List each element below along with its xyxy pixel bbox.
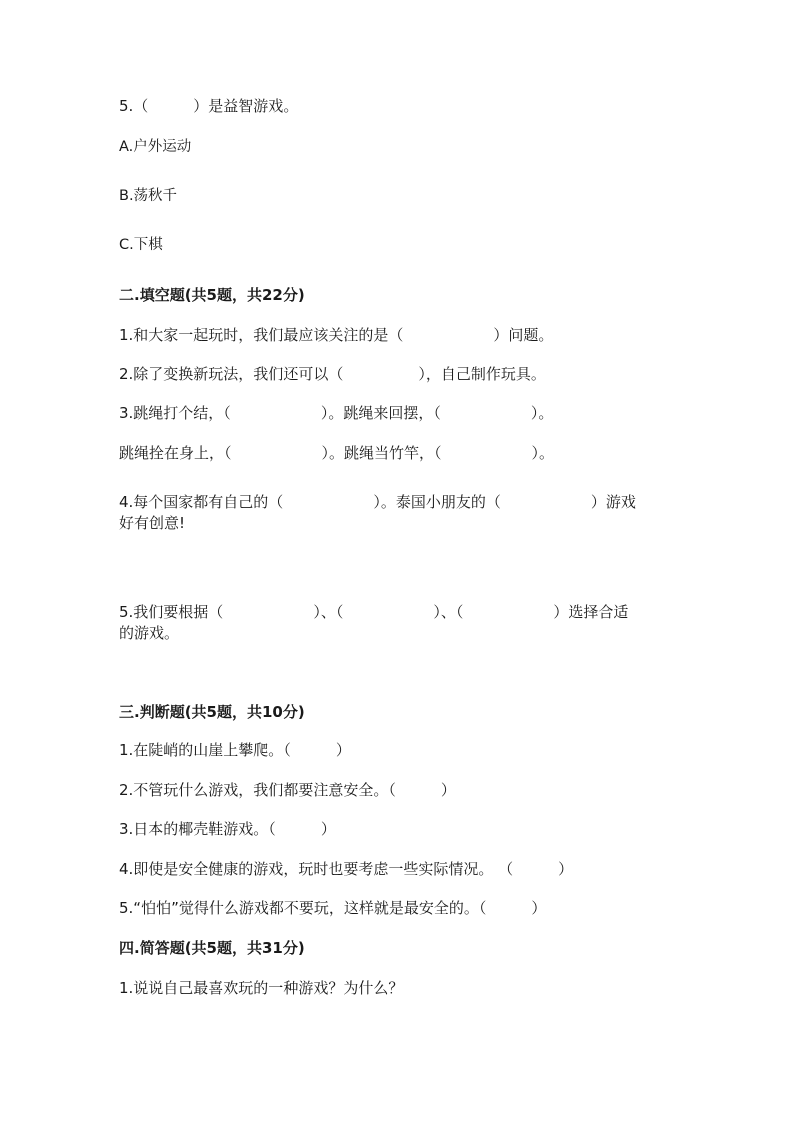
fill-blank-question-3-line-2: 跳绳拴在身上，（ ）。跳绳当竹竿，（ ）。 [119,444,555,462]
fill-blank-question-4-line-2: 好有创意! [119,514,186,532]
fill-blank-question-1: 1.和大家一起玩时，我们最应该关注的是（ ）问题。 [119,326,554,344]
fill-blank-question-5-line-2: 的游戏。 [119,624,180,642]
fill-blank-question-3-line-1: 3.跳绳打个结，（ ）。跳绳来回摆，（ ）。 [119,404,554,422]
true-false-question-5: 5.“怕怕”觉得什么游戏都不要玩，这样就是最安全的。（ ） [119,899,547,917]
true-false-question-2: 2.不管玩什么游戏，我们都要注意安全。（ ） [119,781,456,799]
true-false-question-4: 4.即使是安全健康的游戏，玩时也要考虑一些实际情况。 （ ） [119,860,574,878]
true-false-question-3: 3.日本的椰壳鞋游戏。（ ） [119,820,336,838]
fill-blank-question-4-line-1: 4.每个国家都有自己的（ ）。泰国小朋友的（ ）游戏 [119,493,636,511]
question-5-choice: 5.（ ）是益智游戏。 [119,97,299,115]
section-heading-fill-blank: 二.填空题(共5题，共22分) [119,286,305,304]
option-c: C.下棋 [119,237,163,253]
true-false-question-1: 1.在陡峭的山崖上攀爬。（ ） [119,741,351,759]
fill-blank-question-2: 2.除了变换新玩法，我们还可以（ ），自己制作玩具。 [119,365,546,383]
fill-blank-question-5-line-1: 5.我们要根据（ ）、（ ）、（ ）选择合适 [119,603,629,621]
option-a: A.户外运动 [119,139,192,155]
option-b: B.荡秋千 [119,188,178,204]
section-heading-true-false: 三.判断题(共5题，共10分) [119,703,305,721]
short-answer-question-1: 1.说说自己最喜欢玩的一种游戏？为什么？ [119,979,404,997]
section-heading-short-answer: 四.简答题(共5题，共31分) [119,939,305,957]
